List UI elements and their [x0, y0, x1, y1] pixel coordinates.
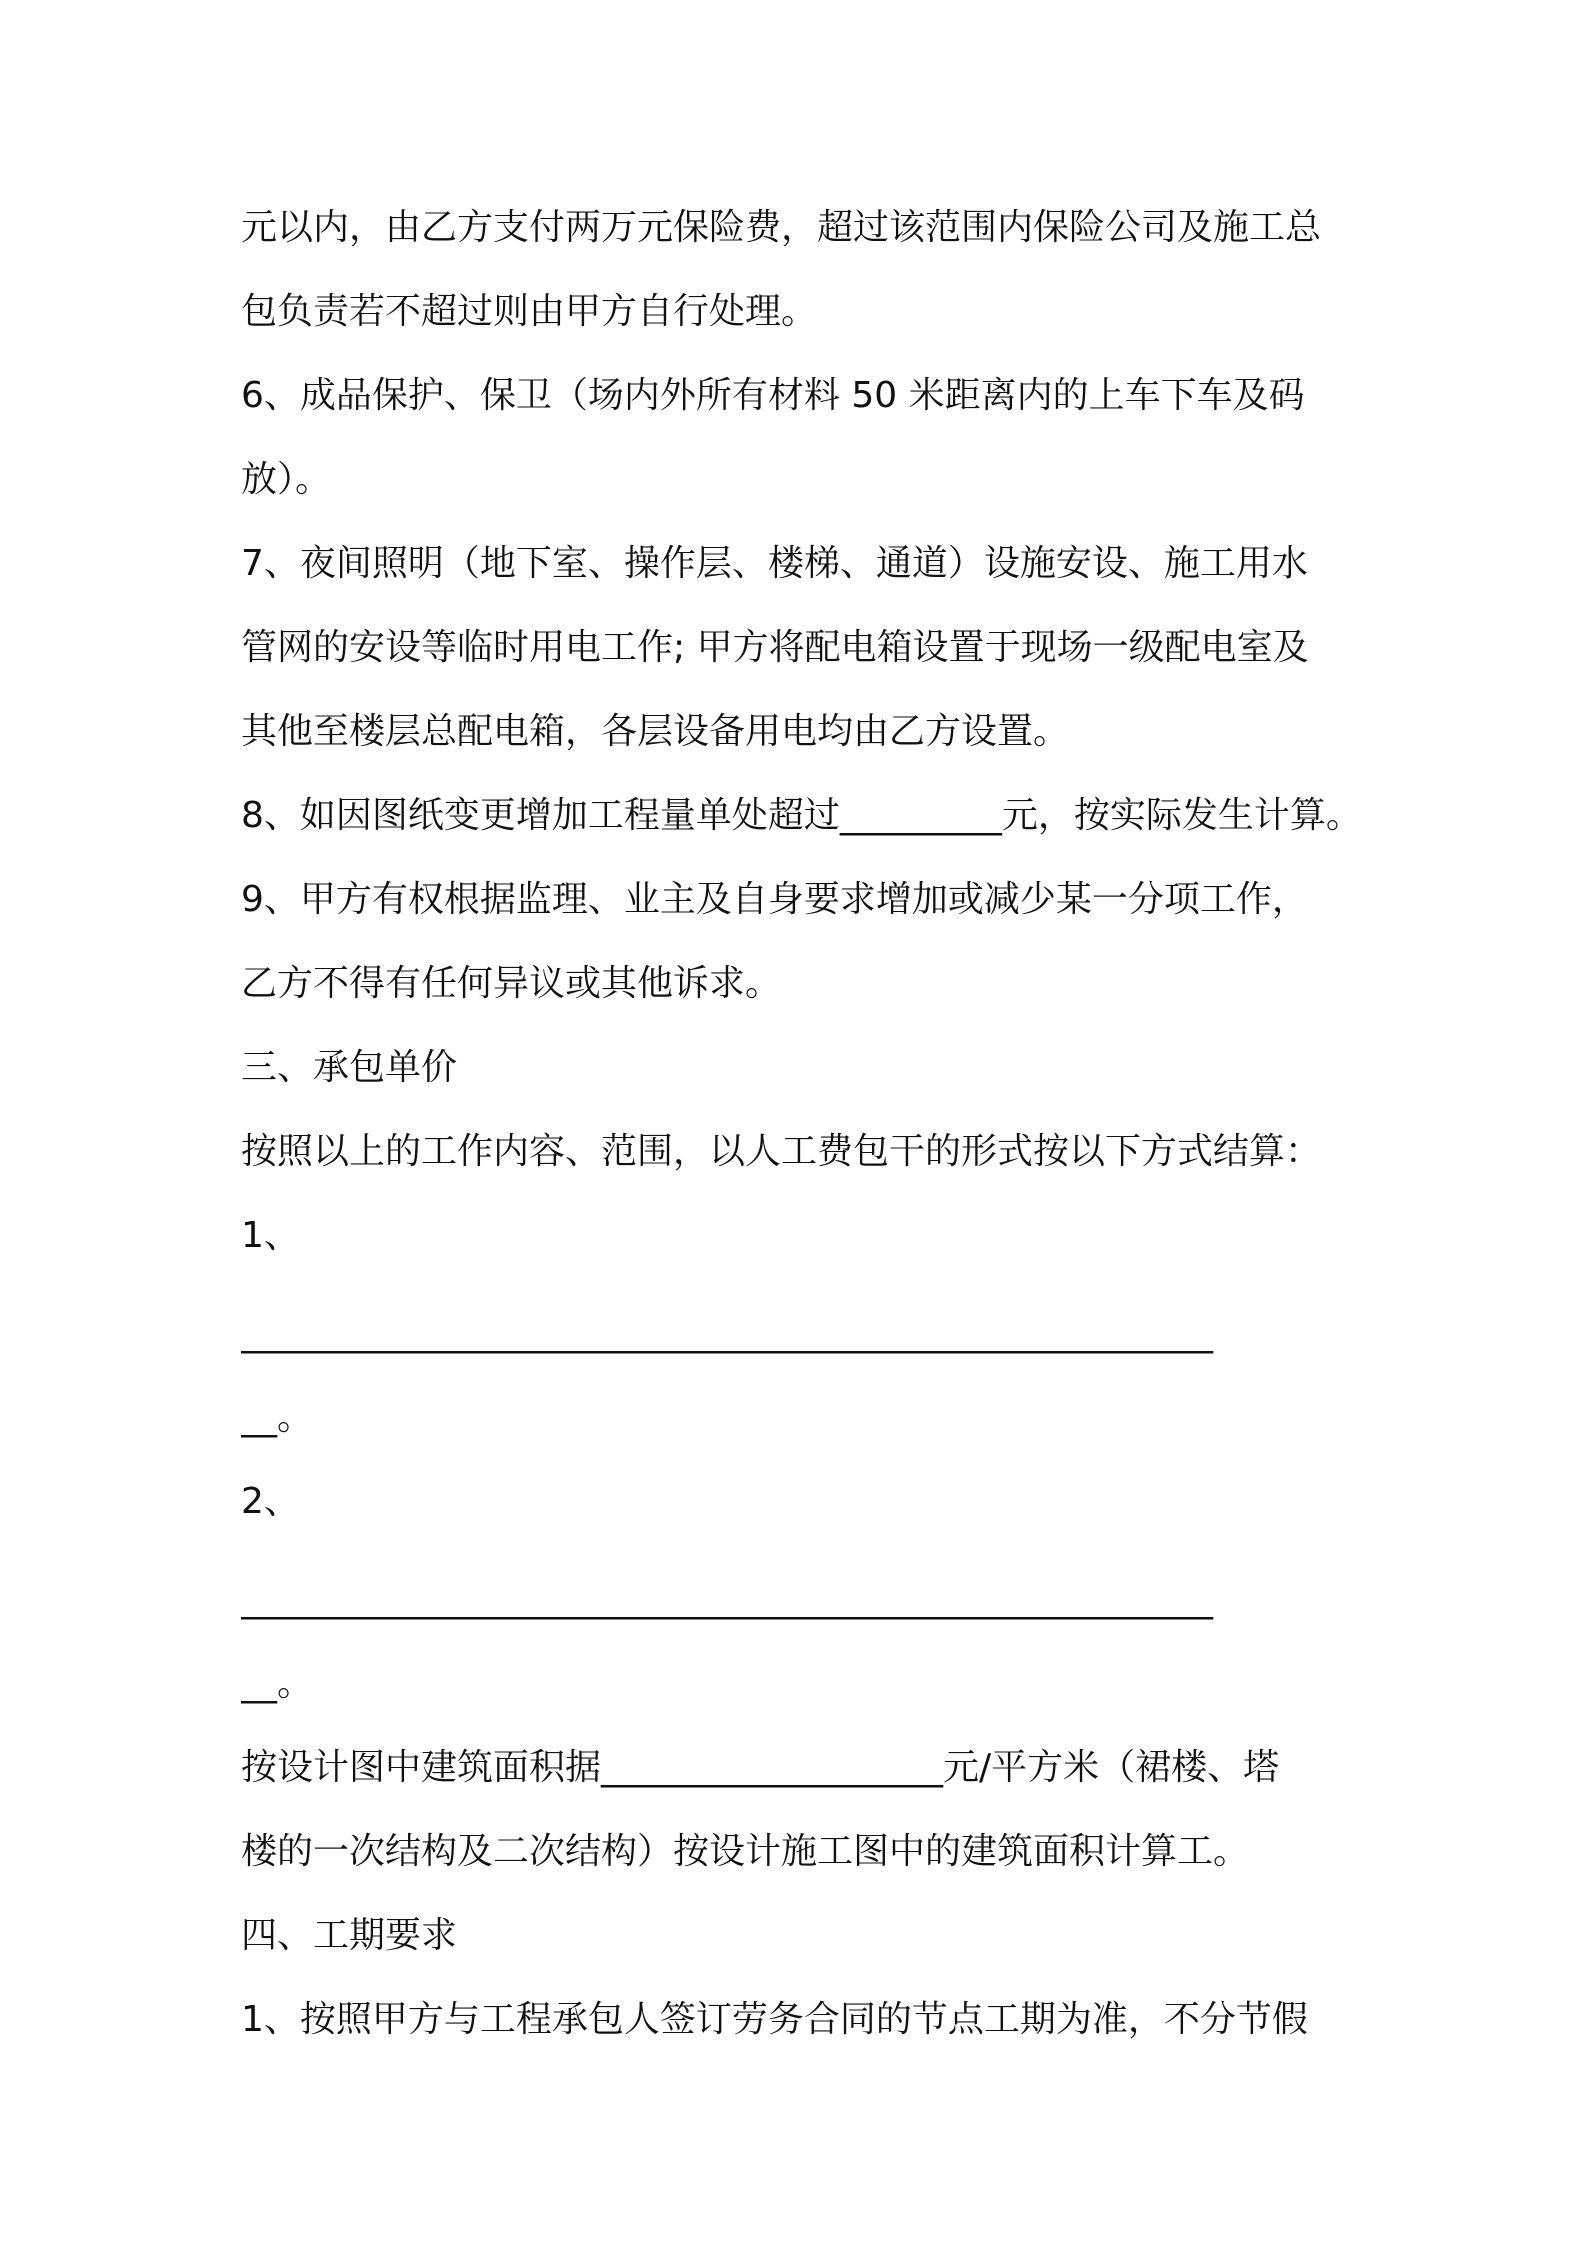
- text-line: 元以内，由乙方支付两万元保险费，超过该范围内保险公司及施工总: [241, 207, 1322, 248]
- text-line: 按照以上的工作内容、范围，以人工费包干的形式按以下方式结算：: [241, 1131, 1322, 1172]
- text-line: 2、: [241, 1481, 300, 1522]
- text-line: 乙方不得有任何异议或其他诉求。: [241, 963, 782, 1004]
- text-line: 6、成品保护、保卫（场内外所有材料 50 米距离内的上车下车及码: [241, 375, 1305, 416]
- text-line: 8、如因图纸变更增加工程量单处超过_________元，按实际发生计算。: [241, 795, 1362, 836]
- text-line: 管网的安设等临时用电工作; 甲方将配电箱设置于现场一级配电室及: [241, 627, 1309, 668]
- text-line: 其他至楼层总配电箱，各层设备用电均由乙方设置。: [241, 711, 1070, 752]
- blank-fill-line: ______________________________________________________: [241, 1313, 1213, 1354]
- text-line: 放）。: [241, 459, 332, 500]
- text-line: 1、: [241, 1215, 300, 1256]
- text-line: 包负责若不超过则由甲方自行处理。: [241, 291, 818, 332]
- text-line: __。: [241, 1663, 314, 1704]
- text-line: 1、按照甲方与工程承包人签订劳务合同的节点工期为准，不分节假: [241, 1999, 1308, 2040]
- text-line: 9、甲方有权根据监理、业主及自身要求增加或减少某一分项工作，: [241, 879, 1308, 920]
- section-heading: 四、工期要求: [241, 1915, 458, 1956]
- blank-fill-line: ______________________________________________________: [241, 1579, 1213, 1620]
- text-line: 按设计图中建筑面积据___________________元/平方米（裙楼、塔: [241, 1747, 1280, 1788]
- text-line: 楼的一次结构及二次结构）按设计施工图中的建筑面积计算工。: [241, 1831, 1250, 1872]
- section-heading: 三、承包单价: [241, 1047, 458, 1088]
- text-line: 7、夜间照明（地下室、操作层、楼梯、通道）设施安设、施工用水: [241, 543, 1308, 584]
- text-line: __。: [241, 1397, 314, 1438]
